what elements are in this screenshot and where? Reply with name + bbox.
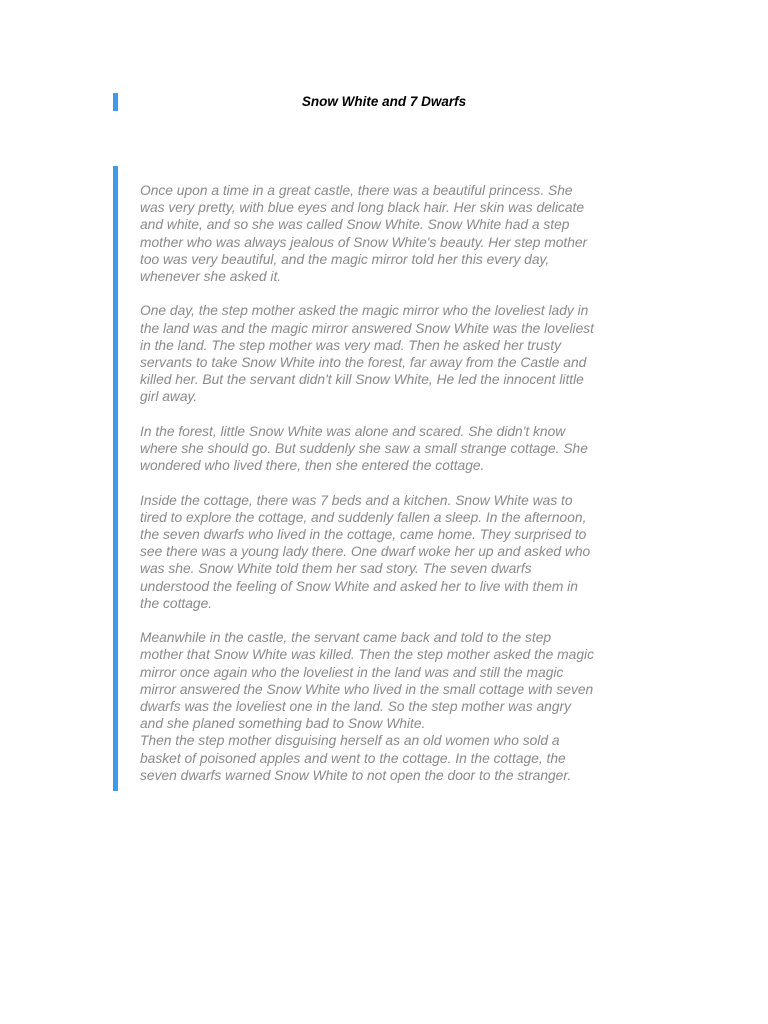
body-accent-bar: [113, 166, 118, 791]
story-paragraph-1: Once upon a time in a great castle, there was a beautiful princess. She was very pretty, with blue eyes and long black hair. Her skin was delicate and white, and so she was called Snow White. Snow White had a step mother who was always jealous of Snow White's beauty. Her step mother too was very beautiful, and the magic mirror told her this every day, whenever she asked it.: [140, 183, 588, 285]
story-body: [140, 182, 640, 784]
story-paragraph-2: One day, the step mother asked the magic mirror who the loveliest lady in the land was and the magic mirror answered Snow White was the loveliest in the land. The step mother was very mad. Then he asked her trusty servants to take Snow White into the forest, far away from the Castle and killed her. But the servant didn't kill Snow White, He led the innocent little girl away.: [140, 303, 594, 405]
document-title: Snow White and 7 Dwarfs: [301, 94, 467, 109]
story-paragraph-5: Meanwhile in the castle, the servant came back and told to the step mother that Snow White was killed. Then the step mother asked the magic mirror once again who the loveliest in the land was and still the magic mirror answered the Snow White who lived in the small cottage with seven dwarfs was the loveliest one in the land. So the step mother was angry and she planed something bad to Snow White.: [140, 630, 594, 732]
story-paragraph-6: Then the step mother disguising herself as an old women who sold a basket of poisoned apples and went to the cottage. In the cottage, the seven dwarfs warned Snow White to not open the door to the stranger.: [140, 733, 572, 783]
story-paragraph-4: Inside the cottage, there was 7 beds and a kitchen. Snow White was to tired to explore the cottage, and suddenly fallen a sleep. In the afternoon, the seven dwarfs who lived in the cottage, came home. They surprised to see there was a young lady there. One dwarf woke her up and asked who was she. Snow White told them her sad story. The seven dwarfs understood the feeling of Snow White and asked her to live with them in the cottage.: [140, 492, 591, 611]
story-paragraph-3: In the forest, little Snow White was alone and scared. She didn't know where she should go. But suddenly she saw a small strange cottage. She wondered who lived there, then she entered the cottage.: [140, 423, 588, 474]
